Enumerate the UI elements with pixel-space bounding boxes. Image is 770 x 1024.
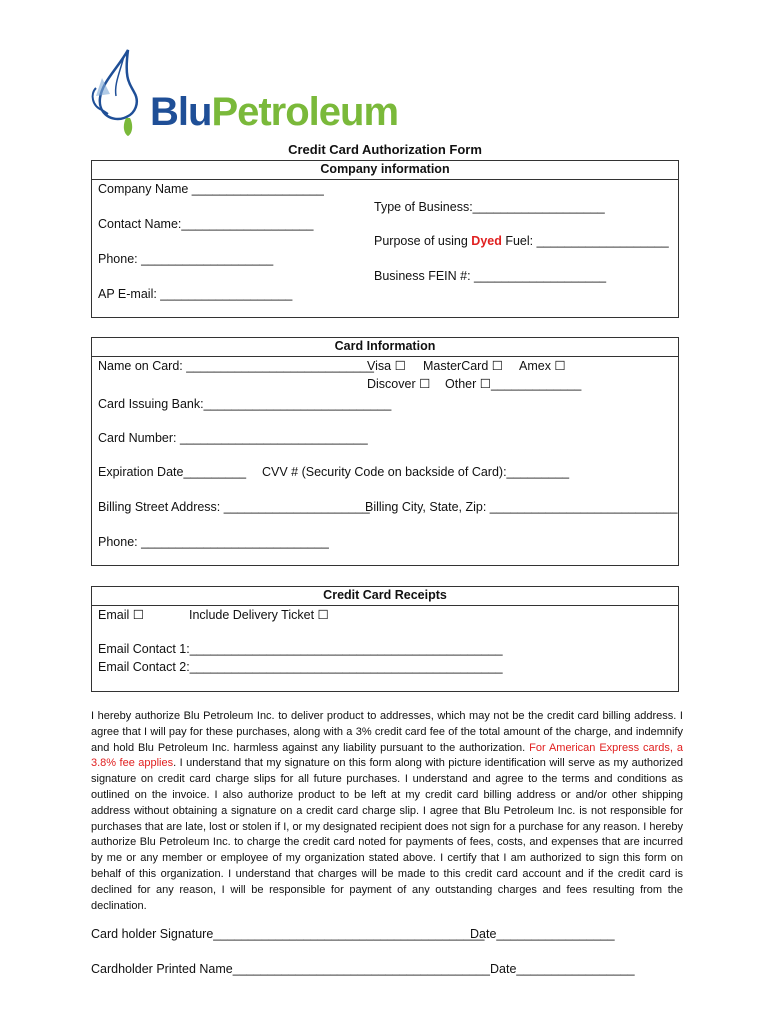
email-contact-2-field[interactable]: Email Contact 2:_____________________________________________ (98, 660, 503, 674)
amex-checkbox[interactable]: Amex ☐ (519, 359, 566, 373)
visa-checkbox[interactable]: Visa ☐ (367, 359, 406, 373)
card-number-field[interactable]: Card Number: ___________________________ (98, 431, 368, 445)
card-info-section (91, 337, 679, 566)
receipts-heading: Credit Card Receipts (92, 587, 678, 606)
receipts-section (91, 586, 679, 692)
card-info-heading: Card Information (92, 338, 678, 357)
expiration-date-field[interactable]: Expiration Date_________ (98, 465, 247, 479)
email-contact-1-field[interactable]: Email Contact 1:_____________________________________________ (98, 642, 503, 656)
type-of-business-field[interactable]: Type of Business:___________________ (374, 200, 605, 214)
card-phone-field[interactable]: Phone: ___________________________ (98, 535, 329, 549)
ap-email-field[interactable]: AP E-mail: ___________________ (98, 287, 293, 301)
billing-city-state-zip-field[interactable]: Billing City, State, Zip: ___________________________ (365, 500, 678, 514)
discover-checkbox[interactable]: Discover ☐ (367, 377, 431, 391)
company-info-heading: Company information (92, 161, 678, 180)
mastercard-checkbox[interactable]: MasterCard ☐ (423, 359, 503, 373)
phone-field[interactable]: Phone: ___________________ (98, 252, 274, 266)
logo-text-petroleum: Petroleum (211, 90, 399, 134)
cardholder-signature-field[interactable]: Card holder Signature_______________________________________ (91, 927, 485, 941)
blu-petroleum-logo (88, 48, 418, 143)
company-info-section (91, 160, 679, 318)
authorization-part-2: . I understand that my signature on this form along with picture identification will serve as my authorized signature on credit card charge slips for all future purchases. I understand and agree to the terms and conditions as outlined on the invoice. I also authorize product to be left at my credit card billing address or and/or other shipping address without obtaining a signature on a credit card charge slip. I agree that Blu Petroleum Inc. is not responsible for purchases that are late, lost or stolen if I, or my designated recipient does not sign for a purchase for any reason. I hereby authorize Blu Petroleum Inc. to charge the credit card noted for payments of fees, costs, and expenses that are incurred by me or any member or employee of my organization stated above. I certify that I am authorized to sign this form on behalf of this organization. I understand that charges will be made to this credit card account and if the credit card is declined for any reason, I will be responsible for payment of any outstanding charges and fees resulting from the declination. (91, 757, 683, 912)
cardholder-printed-name-field[interactable]: Cardholder Printed Name_____________________________________ (91, 962, 490, 976)
amex-fee-note: For American Express cards, a 3.8% fee applies (91, 741, 683, 770)
email-receipt-checkbox[interactable]: Email ☐ (98, 608, 144, 622)
fuel-drop-icon (88, 48, 158, 143)
name-on-card-field[interactable]: Name on Card: ___________________________ (98, 359, 374, 373)
dyed-label: Dyed (471, 234, 502, 248)
business-fein-field[interactable]: Business FEIN #: ___________________ (374, 269, 607, 283)
authorization-text (91, 709, 683, 914)
authorization-part-1: I hereby authorize Blu Petroleum Inc. to deliver product to addresses, which may not be the credit card billing address. I agree that I will pay for these purchases, along with a 3% credit card fee of the total amount of the charge, and indemnify and hold Blu Petroleum Inc. harmless against any liability pursuant to the authorization. (91, 710, 683, 754)
purpose-prefix: Purpose of using (374, 234, 472, 248)
contact-name-field[interactable]: Contact Name:___________________ (98, 217, 314, 231)
purpose-suffix: Fuel: ___________________ (501, 234, 669, 248)
form-title: Credit Card Authorization Form (288, 142, 482, 157)
cvv-field[interactable]: CVV # (Security Code on backside of Card):_________ (262, 465, 570, 479)
purpose-dyed-fuel-field[interactable] (374, 234, 669, 249)
delivery-ticket-checkbox[interactable]: Include Delivery Ticket ☐ (189, 608, 329, 622)
card-issuing-bank-field[interactable]: Card Issuing Bank:___________________________ (98, 397, 392, 411)
company-name-field[interactable]: Company Name ___________________ (98, 182, 324, 196)
logo-text-blu: Blu (150, 90, 212, 134)
billing-street-field[interactable]: Billing Street Address: _____________________ (98, 500, 370, 514)
printed-name-date-field[interactable]: Date_________________ (490, 962, 635, 976)
signature-date-field[interactable]: Date_________________ (470, 927, 615, 941)
other-card-checkbox[interactable]: Other ☐_____________ (445, 377, 582, 391)
